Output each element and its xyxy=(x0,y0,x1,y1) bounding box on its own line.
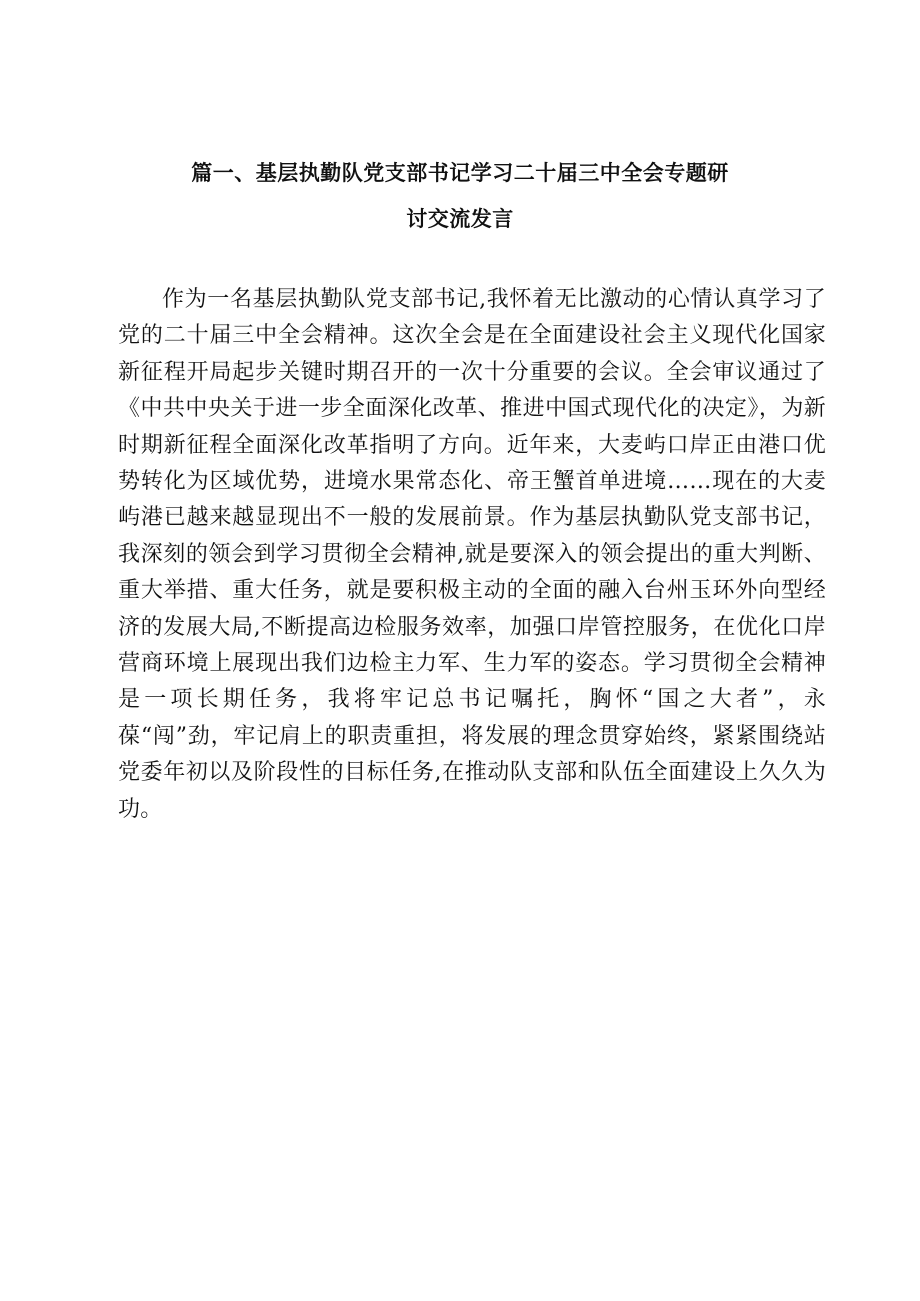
document-title xyxy=(150,150,770,242)
body-paragraph: 作为一名基层执勤队党支部书记,我怀着无比激动的心情认真学习了党的二十届三中全会精神。这次全会是在全面建设社会主义现代化国家新征程开局起步关键时期召开的一次十分重要的会议。全会审议通过了《中共中央关于进一步全面深化改革、推进中国式现代化的决定》，为新时期新征程全面深化改革指明了方向。近年来，大麦屿口岸正由港口优势转化为区域优势，进境水果常态化、帝王蟹首单进境……现在的大麦屿港已越来越显现出不一般的发展前景。作为基层执勤队党支部书记，我深刻的领会到学习贯彻全会精神,就是要深入的领会提出的重大判断、重大举措、重大任务，就是要积极主动的全面的融入台州玉环外向型经济的发展大局,不断提高边检服务效率，加强口岸管控服务，在优化口岸营商环境上展现出我们边检主力军、生力军的姿态。学习贯彻全会精神是一项长期任务，我将牢记总书记嘱托，胸怀“国之大者”，永葆“闯”劲，牢记肩上的职责重担，将发展的理念贯穿始终，紧紧围绕站党委年初以及阶段性的目标任务,在推动队支部和队伍全面建设上久久为功。 xyxy=(118,287,826,822)
title-line-2: 讨交流发言 xyxy=(406,207,514,231)
title-line-1: 篇一、基层执勤队党支部书记学习二十届三中全会专题研 xyxy=(191,161,729,185)
